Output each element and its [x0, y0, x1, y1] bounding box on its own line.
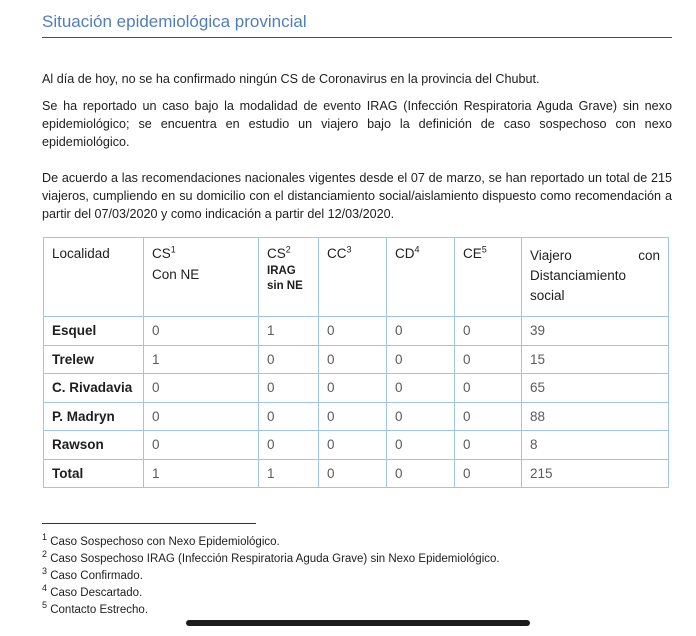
- header-cs2-sup: 2: [285, 244, 291, 255]
- cell-cs1: 0: [144, 374, 259, 403]
- header-cs2-sub: IRAG sin NE: [267, 265, 303, 292]
- paragraph-confirmed-status: Al día de hoy, no se ha confirmado ningún CS de Coronavirus en la provincia del Chubut.: [42, 72, 540, 86]
- header-ce: $CE^5$: [455, 238, 522, 317]
- cell-viajero: 65: [522, 374, 669, 403]
- footnote-item: $^2$ Caso Sospechoso IRAG (Infección Respiratoria Aguda Grave) sin Nexo Epidemiológico.: [42, 549, 500, 565]
- epidemiological-table: [43, 237, 669, 488]
- cell-cd: 0: [387, 459, 455, 488]
- cell-viajero: 8: [522, 431, 669, 460]
- cell-cs2: 1: [259, 317, 319, 346]
- footnote-item: $^4$ Caso Descartado.: [42, 583, 143, 599]
- cell-cs1: 0: [144, 402, 259, 431]
- cell-localidad: Total: [44, 459, 144, 488]
- cell-cs1: 0: [144, 431, 259, 460]
- cell-localidad: Rawson: [44, 431, 144, 460]
- horizontal-scrollbar[interactable]: [186, 620, 530, 626]
- cell-ce: 0: [455, 317, 522, 346]
- cell-cd: 0: [387, 374, 455, 403]
- paragraph-irag-case: Se ha reportado un caso bajo la modalidad de evento IRAG (Infección Respiratoria Aguda Grave) sin nexo epidemiológico; se encuentra en estudio un viajero bajo la definición de caso sospechoso con nexo epidemiológico.: [42, 99, 672, 149]
- cell-viajero: 39: [522, 317, 669, 346]
- cell-cs2: 0: [259, 402, 319, 431]
- cell-cs2: 0: [259, 431, 319, 460]
- table-row-total: [44, 459, 669, 488]
- table-row: [44, 402, 669, 431]
- table-row: [44, 431, 669, 460]
- cell-cs1: 0: [144, 317, 259, 346]
- cell-cd: 0: [387, 431, 455, 460]
- cell-ce: 0: [455, 402, 522, 431]
- cell-localidad: Trelew: [44, 345, 144, 374]
- header-cs1-sup: 1: [170, 244, 176, 255]
- footnote-item: $^5$ Contacto Estrecho.: [42, 600, 149, 616]
- cell-cc: 0: [319, 459, 387, 488]
- cell-cs2: 0: [259, 374, 319, 403]
- cell-cd: 0: [387, 345, 455, 374]
- cell-ce: 0: [455, 374, 522, 403]
- cell-ce: 0: [455, 431, 522, 460]
- header-cd: $CD^4$: [387, 238, 455, 317]
- cell-localidad: Esquel: [44, 317, 144, 346]
- page-title: Situación epidemiológica provincial: [42, 12, 307, 31]
- table-row: [44, 317, 669, 346]
- title-divider: [42, 37, 672, 38]
- footnote-item: $^1$ Caso Sospechoso con Nexo Epidemiológico.: [42, 532, 280, 548]
- footnote-divider: [42, 523, 256, 524]
- cell-viajero: 88: [522, 402, 669, 431]
- table-header-row: [44, 238, 669, 317]
- cell-cs2: 1: [259, 459, 319, 488]
- paragraph-travelers: De acuerdo a las recomendaciones nacionales vigentes desde el 07 de marzo, se han reportado un total de 215 viajeros, cumpliendo en su domicilio con el distanciamiento social/aislamiento dispuesto como recomendación a partir del 07/03/2020 y como indicación a partir del 12/03/2020.: [42, 171, 672, 221]
- cell-ce: 0: [455, 459, 522, 488]
- cell-cs1: 1: [144, 459, 259, 488]
- cell-cc: 0: [319, 317, 387, 346]
- cell-cc: 0: [319, 374, 387, 403]
- cell-cc: 0: [319, 431, 387, 460]
- cell-viajero: 15: [522, 345, 669, 374]
- table-row: [44, 374, 669, 403]
- cell-cc: 0: [319, 402, 387, 431]
- cell-localidad: C. Rivadavia: [44, 374, 144, 403]
- header-cc: $CC^3$: [319, 238, 387, 317]
- header-localidad: Localidad: [44, 238, 144, 317]
- cell-cs1: 1: [144, 345, 259, 374]
- footnote-item: $^3$ Caso Confirmado.: [42, 566, 143, 582]
- cell-cd: 0: [387, 317, 455, 346]
- header-cs1-sub: Con NE: [152, 267, 200, 282]
- header-cs2: $CS^2$ IRAG sin NE: [259, 238, 319, 317]
- cell-cs2: 0: [259, 345, 319, 374]
- cell-ce: 0: [455, 345, 522, 374]
- cell-cc: 0: [319, 345, 387, 374]
- header-viajero: Viajero con Distanciamiento social: [522, 238, 669, 317]
- cell-localidad: P. Madryn: [44, 402, 144, 431]
- footnotes-list: [42, 534, 500, 619]
- cell-viajero: 215: [522, 459, 669, 488]
- cell-cd: 0: [387, 402, 455, 431]
- header-cs1: $CS^1$ Con NE: [144, 238, 259, 317]
- table-row: [44, 345, 669, 374]
